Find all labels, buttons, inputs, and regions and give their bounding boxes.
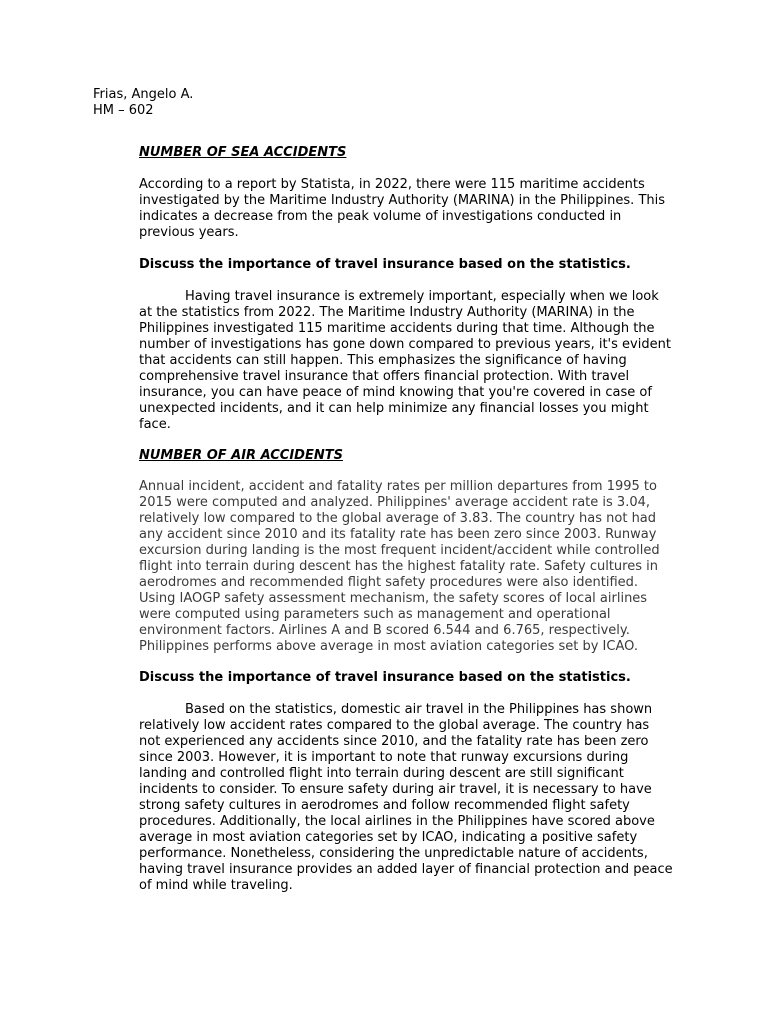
sea-question: Discuss the importance of travel insurance based on the statistics. [139,257,631,272]
air-answer: Based on the statistics, domestic air travel in the Philippines has shown relatively low accident rates compared to the global average. The country has not experienced any accidents since 2010, and the fatality rate has been zero since 2003. However, it is important to note that runway excursions during landing and controlled flight into terrain during descent are still significant incidents to consider. To ensure safety during air travel, it is necessary to have strong safety cultures in aerodromes and follow recommended flight safety procedures. Additionally, the local airlines in the Philippines have scored above average in most aviation categories set by ICAO, indicating a positive safety performance. Nonetheless, considering the unpredictable nature of accidents, having travel insurance provides an added layer of financial protection and peace of mind while traveling. [139,702,673,893]
sea-answer: Having travel insurance is extremely important, especially when we look at the statistics from 2022. The Maritime Industry Authority (MARINA) in the Philippines investigated 115 maritime accidents during that time. Although the number of investigations has gone down compared to previous years, it's evident that accidents can still happen. This emphasizes the significance of having comprehensive travel insurance that offers financial protection. With travel insurance, you can have peace of mind knowing that you're covered in case of unexpected incidents, and it can help minimize any financial losses you might face. [139,289,671,432]
air-accidents-heading: NUMBER OF AIR ACCIDENTS [139,448,343,463]
air-accidents-intro: Annual incident, accident and fatality rates per million departures from 1995 to 2015 were computed and analyzed. Philippines' average accident rate is 3.04, relatively low compared to the global average of 3.83. The country has not had any accident since 2010 and its fatality rate has been zero since 2003. Runway excursion during landing is the most frequent incident/accident while controlled flight into terrain during descent has the highest fatality rate. Safety cultures in aerodromes and recommended flight safety procedures were also identified. Using IAOGP safety assessment mechanism, the safety scores of local airlines were computed using parameters such as management and operational environment factors. Airlines A and B scored 6.544 and 6.765, respectively. Philippines performs above average in most aviation categories set by ICAO. [139,479,660,654]
document-body [139,145,673,894]
author-name: Frias, Angelo A. [93,87,194,102]
sea-accidents-intro: According to a report by Statista, in 2022, there were 115 maritime accidents investigated by the Maritime Industry Authority (MARINA) in the Philippines. This indicates a decrease from the peak volume of investigations conducted in previous years. [139,177,666,240]
author-section: HM – 602 [93,103,154,118]
air-question: Discuss the importance of travel insurance based on the statistics. [139,670,631,685]
author-block [93,87,193,119]
sea-accidents-heading: NUMBER OF SEA ACCIDENTS [139,145,347,160]
